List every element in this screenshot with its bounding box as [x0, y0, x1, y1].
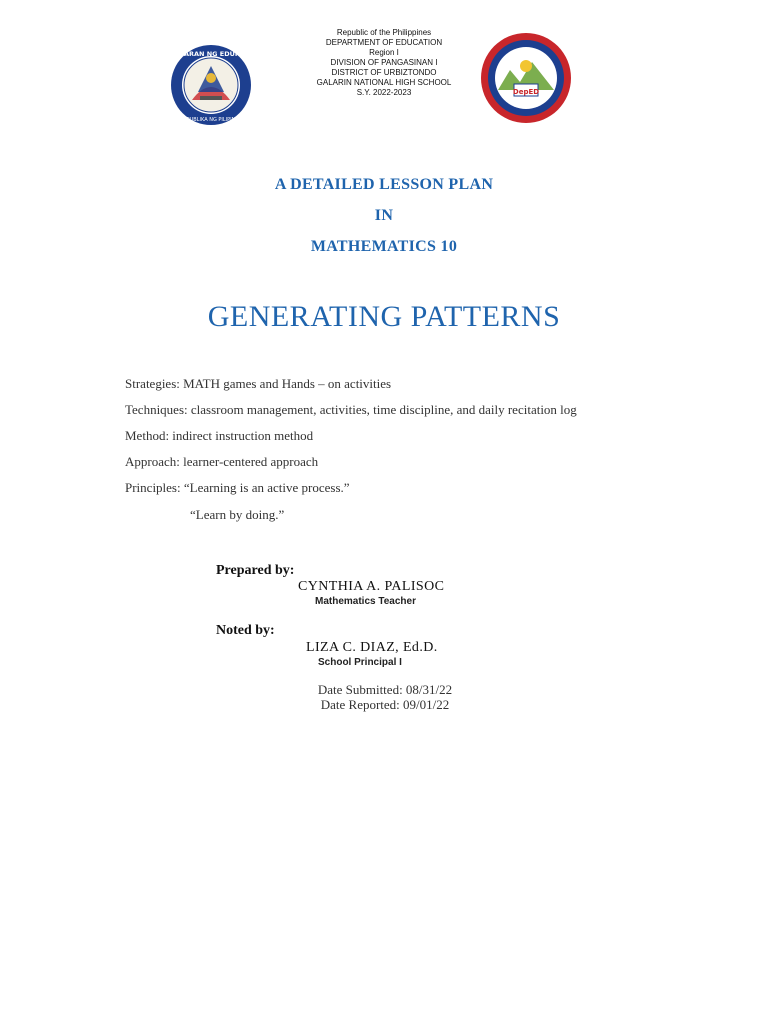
- left-seal-bottom-text: REPUBLIKA NG PILIPINAS: [180, 117, 242, 123]
- noted-by-role: School Principal I: [318, 657, 402, 668]
- deped-seal-icon: [156, 44, 266, 126]
- noted-by-name: LIZA C. DIAZ, Ed.D.: [306, 640, 438, 655]
- method-line: Method: indirect instruction method: [125, 428, 314, 443]
- strategies-line: Strategies: MATH games and Hands – on activities: [125, 376, 392, 391]
- header-line-1: Republic of the Philippines: [336, 28, 432, 37]
- techniques-line: Techniques: classroom management, activities, time discipline, and daily recitation log: [125, 402, 577, 417]
- school-seal-icon: [480, 32, 572, 124]
- lesson-plan-title: A DETAILED LESSON PLAN: [274, 176, 494, 193]
- header-line-4: DIVISION OF PANGASINAN I: [330, 58, 438, 67]
- subject-title: MATHEMATICS 10: [310, 238, 458, 255]
- principles-line-2: “Learn by doing.”: [190, 507, 285, 522]
- date-submitted: Date Submitted: 08/31/22: [317, 682, 453, 697]
- header-line-6: GALARIN NATIONAL HIGH SCHOOL: [316, 78, 452, 87]
- noted-by-label: Noted by:: [216, 623, 275, 638]
- prepared-by-role: Mathematics Teacher: [315, 596, 416, 607]
- header-line-7: S.Y. 2022-2023: [356, 88, 412, 97]
- header-line-3: Region I: [369, 48, 399, 57]
- date-reported: Date Reported: 09/01/22: [320, 697, 450, 712]
- left-seal-ring-text: KAGAWARAN NG EDUKASYON: [156, 50, 266, 58]
- main-topic-title: GENERATING PATTERNS: [207, 300, 561, 333]
- prepared-by-label: Prepared by:: [216, 563, 295, 578]
- principles-line: Principles: “Learning is an active process.”: [125, 480, 350, 495]
- header-line-5: DISTRICT OF URBIZTONDO: [331, 68, 437, 77]
- right-seal-inner-text: DepED: [512, 88, 540, 96]
- prepared-by-name: CYNTHIA A. PALISOC: [298, 579, 445, 594]
- approach-line: Approach: learner-centered approach: [125, 454, 319, 469]
- header-line-2: DEPARTMENT OF EDUCATION: [325, 38, 443, 47]
- lesson-plan-in: IN: [374, 207, 394, 224]
